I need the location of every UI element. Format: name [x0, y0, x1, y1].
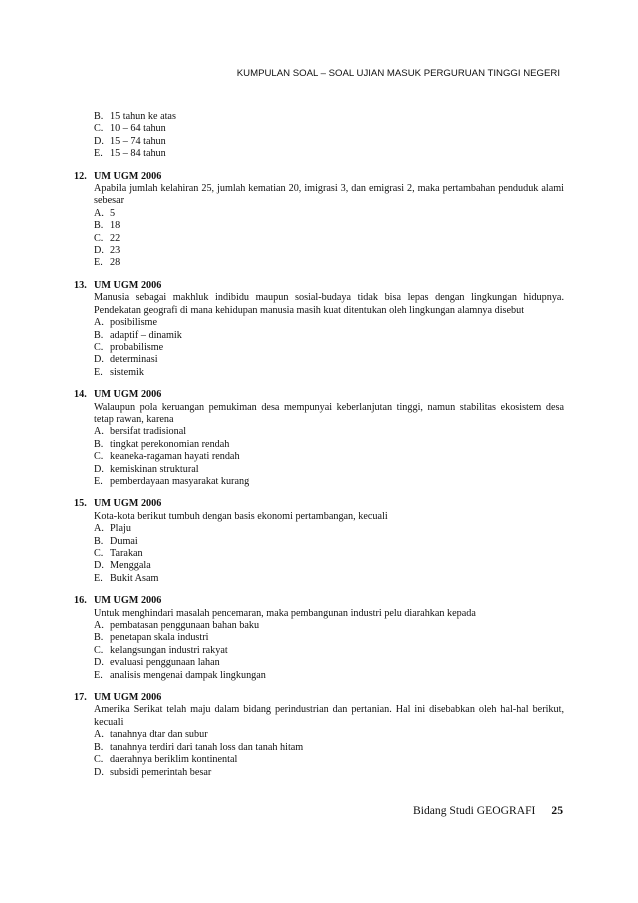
option-c: C. kelangsungan industri rakyat — [94, 644, 228, 656]
option-e: E. Bukit Asam — [94, 572, 159, 584]
question-block — [74, 595, 564, 682]
option-a: A. bersifat tradisional — [94, 426, 187, 438]
option-a: A. pembatasan penggunaan bahan baku — [94, 620, 260, 632]
question-list — [74, 111, 564, 789]
option-e: E. pemberdayaan masyarakat kurang — [94, 475, 250, 487]
question-number: 17. — [74, 692, 87, 704]
option-b: B. tanahnya terdiri dari tanah loss dan tanah hitam — [94, 741, 304, 753]
option-e: E. 28 — [94, 257, 121, 269]
option-b: B. penetapan skala industri — [94, 632, 209, 644]
option-b: B. 15 tahun ke atas — [94, 111, 176, 122]
question-source: UM UGM 2006 — [94, 170, 162, 182]
question-number: 12. — [74, 170, 87, 182]
question-block — [74, 692, 564, 779]
question-source: UM UGM 2006 — [94, 692, 162, 704]
question-block — [74, 280, 564, 379]
option-d: D. Menggala — [94, 560, 151, 572]
question-block — [74, 171, 564, 270]
question-text: Apabila jumlah kelahiran 25, jumlah kematian 20, imigrasi 3, dan emigrasi 2, maka pertambahan penduduk alami sebesar — [94, 183, 564, 207]
option-c: C. 10 – 64 tahun — [94, 123, 166, 135]
question-source: UM UGM 2006 — [94, 279, 162, 291]
question-text: Manusia sebagai makhluk indibidu maupun sosial-budaya tidak bisa lepas dengan lingkungan hidupnya. Pendekatan geografi di mana kehidupan manusia masih kuat ditentukan oleh lingkungan alamnya disebut — [94, 292, 564, 316]
page-footer — [413, 804, 563, 817]
question-text: Kota-kota berikut tumbuh dengan basis ekonomi pertambangan, kecuali — [94, 510, 388, 522]
option-d: D. 15 – 74 tahun — [94, 135, 166, 147]
option-b: B. adaptif – dinamik — [94, 329, 182, 341]
question-number: 13. — [74, 279, 87, 291]
page-header: KUMPULAN SOAL – SOAL UJIAN MASUK PERGURUAN TINGGI NEGERI — [236, 68, 560, 79]
option-d: D. 23 — [94, 245, 121, 257]
option-c: C. keaneka-ragaman hayati rendah — [94, 451, 240, 463]
option-d: D. subsidi pemerintah besar — [94, 766, 212, 778]
option-b: B. 18 — [94, 220, 121, 232]
question-number: 16. — [74, 595, 87, 607]
option-c: C. probabilisme — [94, 341, 164, 353]
footer-subject: Bidang Studi GEOGRAFI — [413, 804, 536, 817]
option-a: A. Plaju — [94, 523, 131, 535]
option-b: B. tingkat perekonomian rendah — [94, 438, 230, 450]
option-a: A. posibilisme — [94, 317, 157, 329]
option-e: E. sistemik — [94, 366, 144, 378]
option-a: A. 5 — [94, 207, 116, 219]
question-number: 15. — [74, 498, 87, 510]
question-number: 14. — [74, 389, 87, 401]
option-e: E. analisis mengenai dampak lingkungan — [94, 669, 266, 681]
option-d: D. evaluasi penggunaan lahan — [94, 657, 220, 669]
option-b: B. Dumai — [94, 535, 138, 547]
question-text: Walaupun pola keruangan pemukiman desa mempunyai keberlanjutan tinggi, namun stabilitas ekosistem desa tetap rawan, karena — [94, 401, 564, 425]
question-source: UM UGM 2006 — [94, 498, 162, 510]
question-text: Amerika Serikat telah maju dalam bidang perindustrian dan pertanian. Hal ini disebabkan oleh hal-hal berikut, kecuali — [94, 704, 564, 728]
option-c: C. 22 — [94, 232, 121, 244]
question-source: UM UGM 2006 — [94, 595, 162, 607]
continuation-block — [74, 111, 564, 161]
option-c: C. daerahnya beriklim kontinental — [94, 754, 238, 766]
option-a: A. tanahnya dtar dan subur — [94, 729, 208, 741]
option-d: D. kemiskinan struktural — [94, 463, 199, 475]
question-block — [74, 498, 564, 585]
continuation-options — [94, 111, 564, 161]
question-block — [74, 389, 564, 488]
page-number: 25 — [551, 804, 563, 817]
question-source: UM UGM 2006 — [94, 389, 162, 401]
question-text: Untuk menghindari masalah pencemaran, maka pembangunan industri pelu diarahkan kepada — [94, 607, 476, 619]
option-e: E. 15 – 84 tahun — [94, 148, 166, 160]
option-d: D. determinasi — [94, 354, 158, 366]
option-c: C. Tarakan — [94, 548, 143, 559]
